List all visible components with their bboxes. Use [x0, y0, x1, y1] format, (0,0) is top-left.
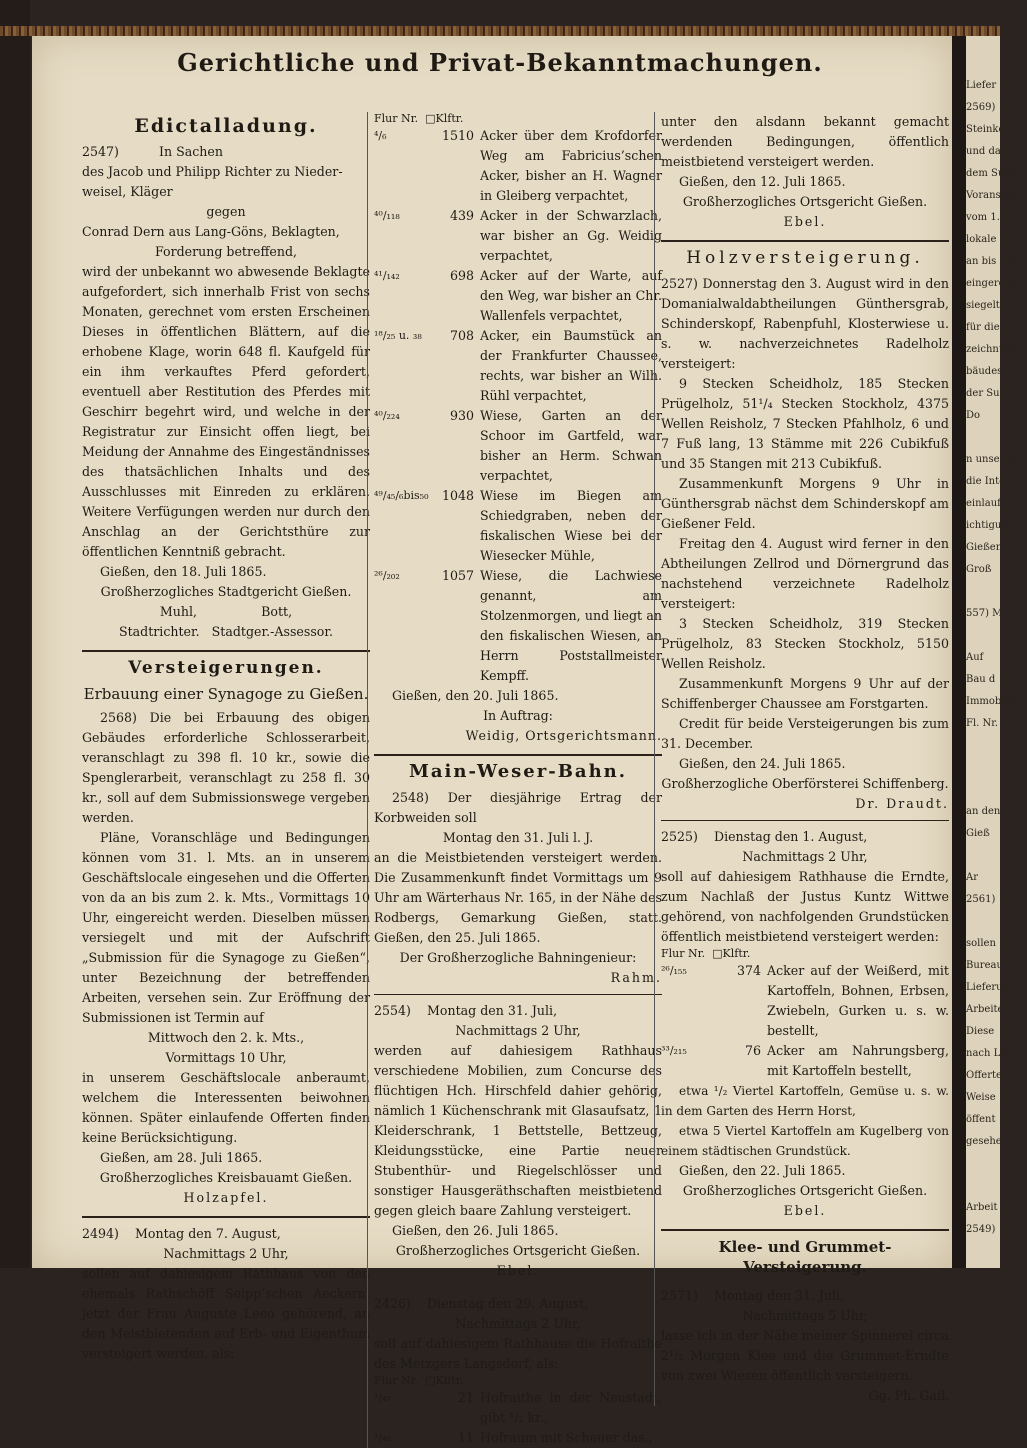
next-page-text-fragment: ichtigung.	[966, 520, 1018, 531]
next-page-text-fragment: 2569)	[966, 102, 996, 113]
parcel-area: 21	[457, 1390, 474, 1405]
col2-date: Gießen, den 20. Juli 1865.	[392, 688, 559, 703]
next-page-text-fragment: der Subm	[966, 388, 1016, 399]
next-page-text-fragment: sollen	[966, 938, 996, 949]
table-header: Flur Nr. □Klftr.	[374, 112, 464, 125]
parcel-description: Wiese, die Lachwiese genannt, am Stolzenmorgen, und liegt an den fiskalischen Wiesen, an Herrn Poststallmeister Kempff.	[480, 568, 662, 683]
parcel-area: 374	[736, 963, 761, 978]
holz-office: Großherzogliche Oberförsterei Schiffenberg.	[661, 776, 949, 791]
divider	[661, 1281, 949, 1282]
next-page-text-fragment: Groß	[966, 564, 992, 575]
next-page-text-fragment: Gießen,	[966, 542, 1006, 553]
next-page-text-fragment: gesehe	[966, 1136, 1002, 1147]
parcel-row	[661, 961, 949, 1041]
book-spine	[0, 0, 30, 1268]
edict-line: weisel, Kläger	[82, 184, 173, 199]
parcel-description: Acker über dem Krofdorfer Weg am Fabricius’schen Acker, bisher an H. Wagner in Gleiberg verpachtet,	[480, 128, 662, 203]
next-page-text-fragment: Arbeiten	[966, 1004, 1010, 1015]
parcel-row	[374, 326, 662, 406]
parcel-flur: ¹/₄₈	[374, 1431, 391, 1444]
parcel-description: Hofraithe in der Neustadt, gibt ¹/₂ kr.,	[480, 1390, 662, 1425]
divider	[661, 1229, 949, 1231]
next-page-text-fragment: für die Lie	[966, 322, 1019, 333]
next-page-text-fragment: Weise	[966, 1092, 996, 1103]
next-page-text-fragment: öffent	[966, 1114, 996, 1125]
next-page-text-fragment: die Interes	[966, 476, 1021, 487]
synagoge-text: 2568) Die bei Erbauung des obigen Gebäudes erforderliche Schlosserarbeit, veranschlagt zu 398 fl. 10 kr., sowie die Spenglerarbeit, veranschlagt zu 258 fl. 30 kr., soll auf dem Submissionswege vergeben werden.	[82, 710, 370, 825]
synagoge-office: Großherzogliches Kreisbauamt Gießen.	[99, 1170, 353, 1185]
holz-heading: Holzversteigerung.	[686, 248, 924, 268]
divider	[374, 754, 662, 756]
auftrag: In Auftrag:	[483, 708, 553, 723]
parcel-description: Acker am Nahrungsberg, mit Kartoffeln bestellt,	[767, 1043, 949, 1078]
next-page-text-fragment: einlaufende	[966, 498, 1026, 509]
parcel-area: 439	[449, 208, 474, 223]
next-page-fragment	[966, 36, 1027, 1268]
page-edge-top	[0, 26, 1000, 36]
notice-2554-signer: Ebel.	[496, 1263, 540, 1278]
parcel-area: 698	[449, 268, 474, 283]
notice-2494-text: sollen auf dahiesigem Rathhaus von den ehemals Rathschöff Seipp’schen Aeckern, jetzt der Frau Auguste Leeo gehörend, an den Meistbietenden auf Erb- und Eigenthum versteigert werden, als:	[82, 1266, 370, 1361]
table-header: Flur Nr. □Klftr.	[661, 947, 751, 960]
next-page-text-fragment: an bis zum	[966, 256, 1021, 267]
next-page-text-fragment: Diese	[966, 1026, 995, 1037]
parcel-row	[374, 566, 662, 686]
notice-2571-time: Nachmittags 5 Uhr,	[742, 1308, 868, 1323]
divider	[661, 820, 949, 821]
next-page-text-fragment: Do	[966, 410, 981, 421]
notice-2571-head: 2571) Montag den 31. Juli,	[661, 1288, 845, 1303]
parcel-area: 1048	[441, 488, 474, 503]
holz-meet-2: Zusammenkunft Morgens 9 Uhr auf der Schiffenberger Chaussee am Forstgarten.	[661, 676, 949, 711]
notice-2494-time: Nachmittags 2 Uhr,	[163, 1246, 289, 1261]
parcel-flur: ⁴⁰/₂₂₄	[374, 409, 400, 422]
parcel-area: 1510	[441, 128, 474, 143]
next-page-text-fragment: Ar	[966, 872, 979, 883]
synagoge-date: Gießen, am 28. Juli 1865.	[100, 1150, 263, 1165]
next-page-text-fragment: und das N	[966, 146, 1018, 157]
bahn-heading: Main-Weser-Bahn.	[408, 761, 628, 782]
bahn-date-line: Montag den 31. Juli l. J.	[442, 830, 594, 845]
edict-line: gegen	[206, 204, 246, 219]
next-page-text-fragment: Immobilie	[966, 696, 1017, 707]
parcel-description: Acker auf der Weißerd, mit Kartoffeln, Bohnen, Erbsen, Zwiebeln, Gurken u. s. w. bestellt,	[767, 963, 949, 1038]
parcel-flur: ²⁶/₂₀₂	[374, 569, 400, 582]
parcel-row	[374, 1388, 662, 1428]
next-page-text-fragment: Gieß	[966, 828, 990, 839]
holz-text: 2527) Donnerstag den 3. August wird in den Domanialwaldabtheilungen Günthersgrab, Schinderskopf, Rabenpfuhl, Klosterwiese u. s. w. nachverzeichnetes Radelholz versteigert:	[661, 276, 949, 371]
parcel-row	[374, 1428, 662, 1448]
next-page-text-fragment: siegelt und	[966, 300, 1023, 311]
bahn-text: 2548) Der diesjährige Ertrag der Korbweiden soll	[374, 790, 662, 825]
next-page-text-fragment: Fl. Nr.	[966, 718, 999, 729]
synagoge-termin: Mittwoch den 2. k. Mts.,	[147, 1030, 305, 1045]
synagoge-text-2: Pläne, Voranschläge und Bedingungen können vom 31. l. Mts. an in unserem Geschäftslocale eingesehen und die Offerten von da an bis zum 2. k. Mts., Vormittags 10 Uhr, eingereicht werden. Dieselben müssen versiegelt und mit der Aufschrift „Submission für die Synagoge zu Gießen“, unter Bezeichnung der betreffenden Arbeiten, versehen sein. Zur Eröffnung der Submissionen ist Termin auf	[82, 830, 370, 1025]
divider	[82, 1216, 370, 1218]
next-page-text-fragment: Offerte	[966, 1070, 1002, 1081]
next-page-text-fragment: 557) M	[966, 608, 1003, 619]
holz-meet: Zusammenkunft Morgens 9 Uhr in Günthersgrab nächst dem Schinderskopf am Gießener Feld.	[661, 476, 949, 531]
notice-2525-date: Gießen, den 22. Juli 1865.	[679, 1163, 846, 1178]
synagoge-termin-time: Vormittags 10 Uhr,	[165, 1050, 287, 1065]
auftrag-signer: Weidig, Ortsgerichtsmann.	[465, 728, 662, 743]
klee-heading: Klee- und Grummet-Versteigerung.	[718, 1238, 892, 1276]
book-gutter	[952, 36, 966, 1268]
notice-2525-head: 2525) Dienstag den 1. August,	[661, 829, 868, 844]
parcel-flur: ¹/₄₇	[374, 1391, 391, 1404]
page-title: Gerichtliche und Privat-Bekanntmachungen.	[177, 48, 823, 77]
notice-2525-text: soll auf dahiesigem Rathhause die Erndte, zum Nachlaß der Justus Kuntz Wittwe gehörend, von nachfolgenden Grundstücken öffentlich meistbietend versteigert werden:	[661, 869, 949, 944]
next-page-text-fragment: Liefer	[966, 80, 997, 91]
hofraithe-table	[374, 1388, 662, 1448]
parcel-flur: ⁴⁰/₁₁₈	[374, 209, 400, 222]
edict-line: 2547) In Sachen	[82, 144, 223, 159]
next-page-text-fragment: Auf	[966, 652, 984, 663]
next-page-text-fragment: dem Subm	[966, 168, 1021, 179]
parcel-flur: ⁴/₆	[374, 129, 387, 142]
next-page-text-fragment: Lieferun	[966, 982, 1010, 993]
parcel-row	[374, 206, 662, 266]
notice-2571-signer: Gg. Ph. Gail.	[868, 1388, 949, 1403]
column-2	[367, 112, 662, 1448]
parcel-row	[374, 126, 662, 206]
parcel-area: 76	[744, 1043, 761, 1058]
parcel-description: Wiese im Biegen am Schiedgraben, neben der fiskalischen Wiese bei der Wiesecker Mühle,	[480, 488, 662, 563]
notice-2426-text: soll auf dahiesigem Rathhause die Hofraithe des Metzgers Langsdorf, als:	[374, 1336, 662, 1371]
parcel-area: 708	[449, 328, 474, 343]
next-page-text-fragment: eingereicht	[966, 278, 1024, 289]
versteigerungen-heading: Versteigerungen.	[128, 658, 324, 678]
edict-signers: Muhl, Bott,	[159, 604, 293, 619]
parcel-flur: ¹⁸/₂₅ u. ₃₈	[374, 329, 422, 342]
notice-2554-date: Gießen, den 26. Juli 1865.	[392, 1223, 559, 1238]
col3-top-text: unter den alsdann bekannt gemacht werdenden Bedingungen, öffentlich meistbietend versteigert werden.	[661, 114, 949, 169]
next-page-text-fragment: Bureau	[966, 960, 1003, 971]
edict-line: Forderung betreffend,	[154, 244, 298, 259]
parcel-description: Acker, ein Baumstück an der Frankfurter Chaussee, rechts, war bisher an Wilh. Rühl verpachtet,	[480, 328, 662, 403]
col3-top-signer: Ebel.	[783, 214, 827, 229]
parcel-area: 1057	[441, 568, 474, 583]
synagoge-signer: Holzapfel.	[183, 1190, 269, 1205]
edict-heading: Edictalladung.	[134, 115, 318, 137]
parcel-table	[374, 126, 662, 686]
notice-2554-head: 2554) Montag den 31. Juli,	[374, 1003, 558, 1018]
next-page-text-fragment: n unserem	[966, 454, 1020, 465]
next-page-text-fragment: 2561)	[966, 894, 996, 905]
next-page-text-fragment: 2549)	[966, 1224, 996, 1235]
column-1	[82, 112, 370, 1364]
ernte-table	[661, 961, 949, 1081]
notice-2426-time: Nachmittags 2 Uhr,	[455, 1316, 581, 1331]
edict-line: Conrad Dern aus Lang-Göns, Beklagten,	[82, 224, 340, 239]
holz-date: Gießen, den 24. Juli 1865.	[679, 756, 846, 771]
parcel-flur: ⁴⁹/₄₅/₆bis₅₀	[374, 489, 429, 502]
parcel-row	[374, 406, 662, 486]
parcel-row	[661, 1041, 949, 1081]
notice-2525-etwa-1: etwa ¹/₂ Viertel Kartoffeln, Gemüse u. s. w. in dem Garten des Herrn Horst,	[661, 1084, 949, 1118]
notice-2525-etwa-2: etwa 5 Viertel Kartoffeln am Kugelberg von einem städtischen Grundstück.	[661, 1124, 949, 1158]
parcel-area: 11	[457, 1430, 474, 1445]
bahn-office: Der Großherzogliche Bahningenieur:	[399, 950, 637, 965]
holz-items-2: 3 Stecken Scheidholz, 319 Stecken Prügelholz, 83 Stecken Stockholz, 5150 Wellen Reisholz.	[661, 616, 949, 671]
notice-2525-signer: Ebel.	[783, 1203, 827, 1218]
notice-2525-time: Nachmittags 2 Uhr,	[742, 849, 868, 864]
notice-2571-text: lasse ich in der Nähe meiner Spinnerei circa 2¹/₂ Morgen Klee und die Grummet-Erndte von zwei Wiesen öffentlich versteigern.	[661, 1328, 949, 1383]
parcel-flur: ³³/₂₁₅	[661, 1044, 687, 1057]
divider	[82, 650, 370, 652]
col3-top-office: Großherzogliches Ortsgericht Gießen.	[682, 194, 928, 209]
divider	[374, 1287, 662, 1288]
notice-2426-head: 2426) Dienstag den 29. August,	[374, 1296, 589, 1311]
next-page-text-fragment: Bau d	[966, 674, 996, 685]
parcel-area: 930	[449, 408, 474, 423]
holz-signer: Dr. Draudt.	[855, 796, 949, 811]
divider	[374, 994, 662, 995]
synagoge-heading: Erbauung einer Synagoge zu Gießen.	[83, 685, 369, 703]
column-3	[654, 112, 949, 1406]
next-page-text-fragment: an den	[966, 806, 1001, 817]
parcel-description: Hofraum mit Scheuer das.,	[480, 1430, 653, 1445]
divider	[661, 240, 949, 242]
table-header: Flur Nr. □Klftr.	[374, 1374, 464, 1387]
parcel-row	[374, 266, 662, 326]
next-page-text-fragment: bäudes,	[966, 366, 1006, 377]
parcel-description: Acker in der Schwarzlach, war bisher an Gg. Weidig verpachtet,	[480, 208, 662, 263]
edict-body: wird der unbekannt wo abwesende Beklagte aufgefordert, sich innerhalb Frist von sechs Monaten, gerechnet vom ersten Erscheinen Dieses in öffentlichen Blättern, auf die erhobene Klage, worin 648 fl. Kaufgeld für ein ihm verkauftes Pferd gefordert, eventuell aber Restitution des Pferdes mit Geschirr begehrt wird, und welche in der Registratur zur Einsicht offen liegt, bei Meidung der Annahme des Eingeständnisses des thatsächlichen Inhalts und des Ausschlusses mit Einreden zu erklären. Weitere Verfügungen werden nur durch den Anschlag an der Gerichtsthüre zur öffentlichen Kenntniß gebracht.	[82, 264, 370, 559]
next-page-text-fragment: Steinkohle	[966, 124, 1021, 135]
parcel-description: Wiese, Garten an der Schoor im Gartfeld, war bisher an Herm. Schwan verpachtet,	[480, 408, 662, 483]
parcel-flur: ⁴¹/₁₄₂	[374, 269, 400, 282]
holz-friday: Freitag den 4. August wird ferner in den Abtheilungen Zellrod und Dörnergrund das nachstehend verzeichnete Radelholz versteigert:	[661, 536, 949, 611]
holz-credit: Credit für beide Versteigerungen bis zum 31. December.	[661, 716, 949, 751]
parcel-description: Acker auf der Warte, auf den Weg, war bisher an Chr. Wallenfels verpachtet,	[480, 268, 662, 323]
next-page-text-fragment: Arbeit	[966, 1202, 998, 1213]
edict-court: Großherzogliches Stadtgericht Gießen.	[100, 584, 352, 599]
bahn-signer: Rahm.	[610, 970, 662, 985]
notice-2554-time: Nachmittags 2 Uhr,	[455, 1023, 581, 1038]
next-page-text-fragment: vom 1. k.	[966, 212, 1013, 223]
notice-2554-office: Großherzogliches Ortsgericht Gießen.	[395, 1243, 641, 1258]
col3-top-date: Gießen, den 12. Juli 1865.	[679, 174, 846, 189]
notice-2554-text: werden auf dahiesigem Rathhaus verschiedene Mobilien, zum Concurse des flüchtigen Hch. Hirschfeld dahier gehörig, nämlich 1 Küchenschrank mit Glasaufsatz, 1 Kleiderschrank, 1 Bettstelle, Bettzeug, Kleidungsstücke, eine Partie neuer Stubenthür- und Riegelschlösser und sonstiger Hausgeräthschaften meistbietend gegen gleich baare Zahlung versteigert.	[374, 1043, 662, 1218]
parcel-row	[374, 486, 662, 566]
next-page-text-fragment: zeichnung	[966, 344, 1019, 355]
next-page-text-fragment: lokale einge	[966, 234, 1027, 245]
bahn-text-2: an die Meistbietenden versteigert werden. Die Zusammenkunft findet Vormittags um 9 Uhr am Wärterhaus Nr. 165, in der Nähe des Rodbergs, Gemarkung Gießen, statt. Gießen, den 25. Juli 1865.	[374, 850, 662, 945]
next-page-text-fragment: Voranschl	[966, 190, 1016, 201]
edict-line: des Jacob und Philipp Richter zu Nieder-	[82, 164, 343, 179]
holz-items: 9 Stecken Scheidholz, 185 Stecken Prügelholz, 51¹/₄ Stecken Stockholz, 4375 Wellen Reisholz, 7 Stecken Pfahlholz, 6 und 7 Fuß lang, 13 Stämme mit 226 Cubikfuß und 35 Stangen mit 213 Cubikfuß.	[661, 376, 949, 471]
edict-date: Gießen, den 18. Juli 1865.	[100, 564, 267, 579]
parcel-flur: ²⁶/₁₅₅	[661, 964, 687, 977]
edict-signer-titles: Stadtrichter. Stadtger.-Assessor.	[118, 624, 334, 639]
synagoge-text-3: in unserem Geschäftslocale anberaumt, welchem die Interessenten beiwohnen können. Später einlaufende Offerten finden keine Berücksichtigung.	[82, 1070, 370, 1145]
notice-2525-office: Großherzogliches Ortsgericht Gießen.	[682, 1183, 928, 1198]
next-page-text-fragment: nach Lag	[966, 1048, 1013, 1059]
notice-2494-head: 2494) Montag den 7. August,	[82, 1226, 281, 1241]
